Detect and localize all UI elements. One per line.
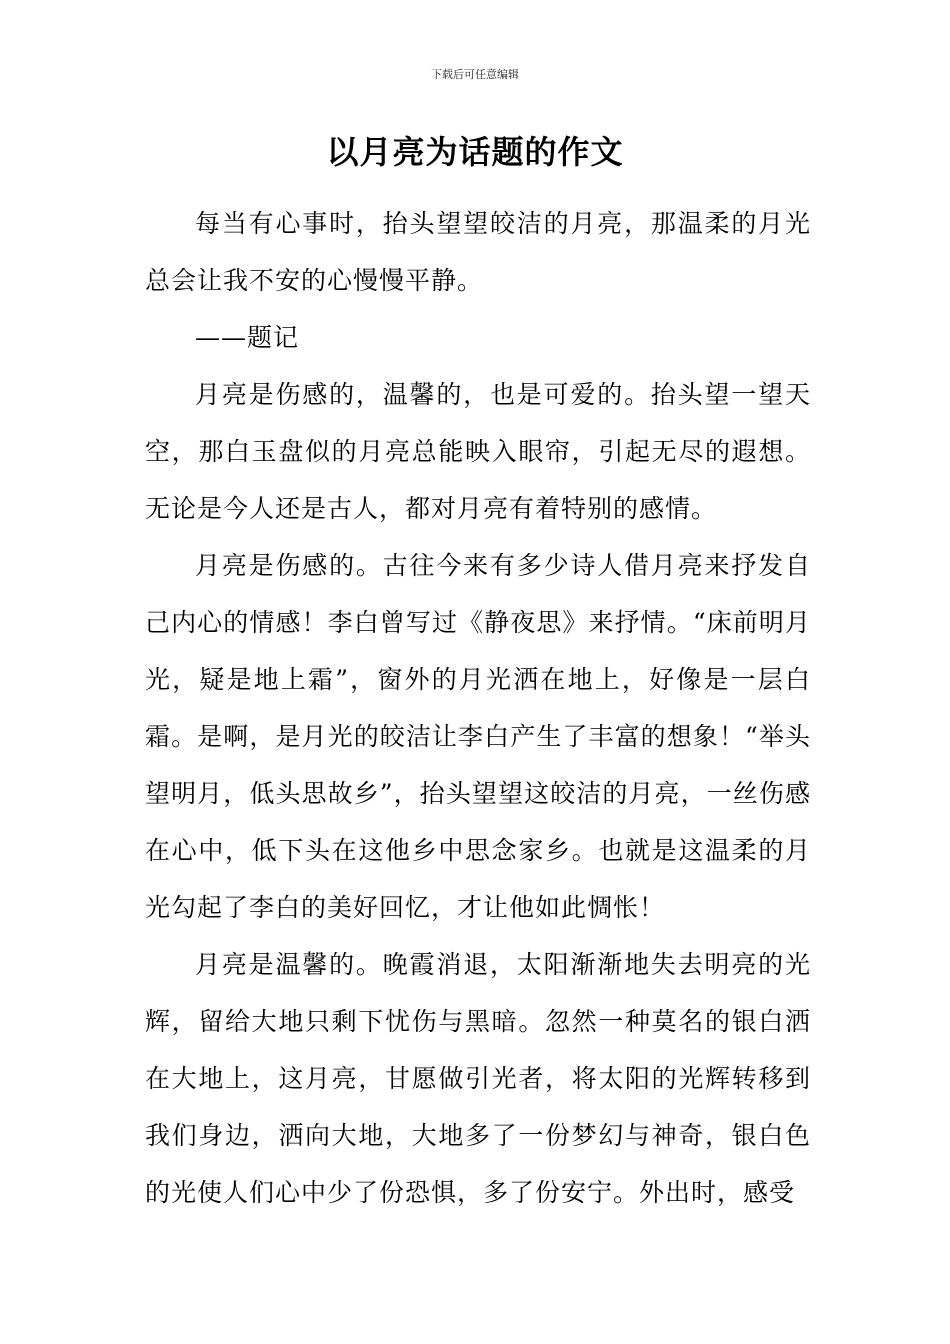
paragraph-intro: 每当有心事时，抬头望望皎洁的月亮，那温柔的月光总会让我不安的心慢慢平静。 [145, 209, 811, 295]
header-note: 下载后可任意编辑 [431, 68, 519, 81]
document-title: 以月亮为话题的作文 [326, 133, 624, 171]
paragraph-warm-moon: 月亮是温馨的。晚霞消退，太阳渐渐地失去明亮的光辉，留给大地只剩下忧伤与黑暗。忽然一种莫名的银白洒在大地上，这月亮，甘愿做引光者，将太阳的光辉转移到我们身边，洒向大地，大地多了一份梦幻与神奇，银白色的光使人们心中少了份恐惧，多了份安宁。外出时，感受 [145, 950, 811, 1207]
document-body [145, 195, 811, 1221]
paragraph-sentimental-moon: 月亮是伤感的。古往今来有多少诗人借月亮来抒发自己内心的情感！李白曾写过《静夜思》来抒情。“床前明月光，疑是地上霜”，窗外的月光洒在地上，好像是一层白霜。是啊，是月光的皎洁让李白产生了丰富的想象！“举头望明月，低头思故乡”，抬头望望这皎洁的月亮，一丝伤感在心中，低下头在这他乡中思念家乡。也就是这温柔的月光勾起了李白的美好回忆，才让他如此惆怅！ [145, 551, 811, 922]
paragraph-epigraph-attribution: ——题记 [195, 323, 300, 352]
paragraph-overview: 月亮是伤感的，温馨的，也是可爱的。抬头望一望天空，那白玉盘似的月亮总能映入眼帘，引起无尽的遐想。无论是今人还是古人，都对月亮有着特别的感情。 [145, 380, 811, 523]
